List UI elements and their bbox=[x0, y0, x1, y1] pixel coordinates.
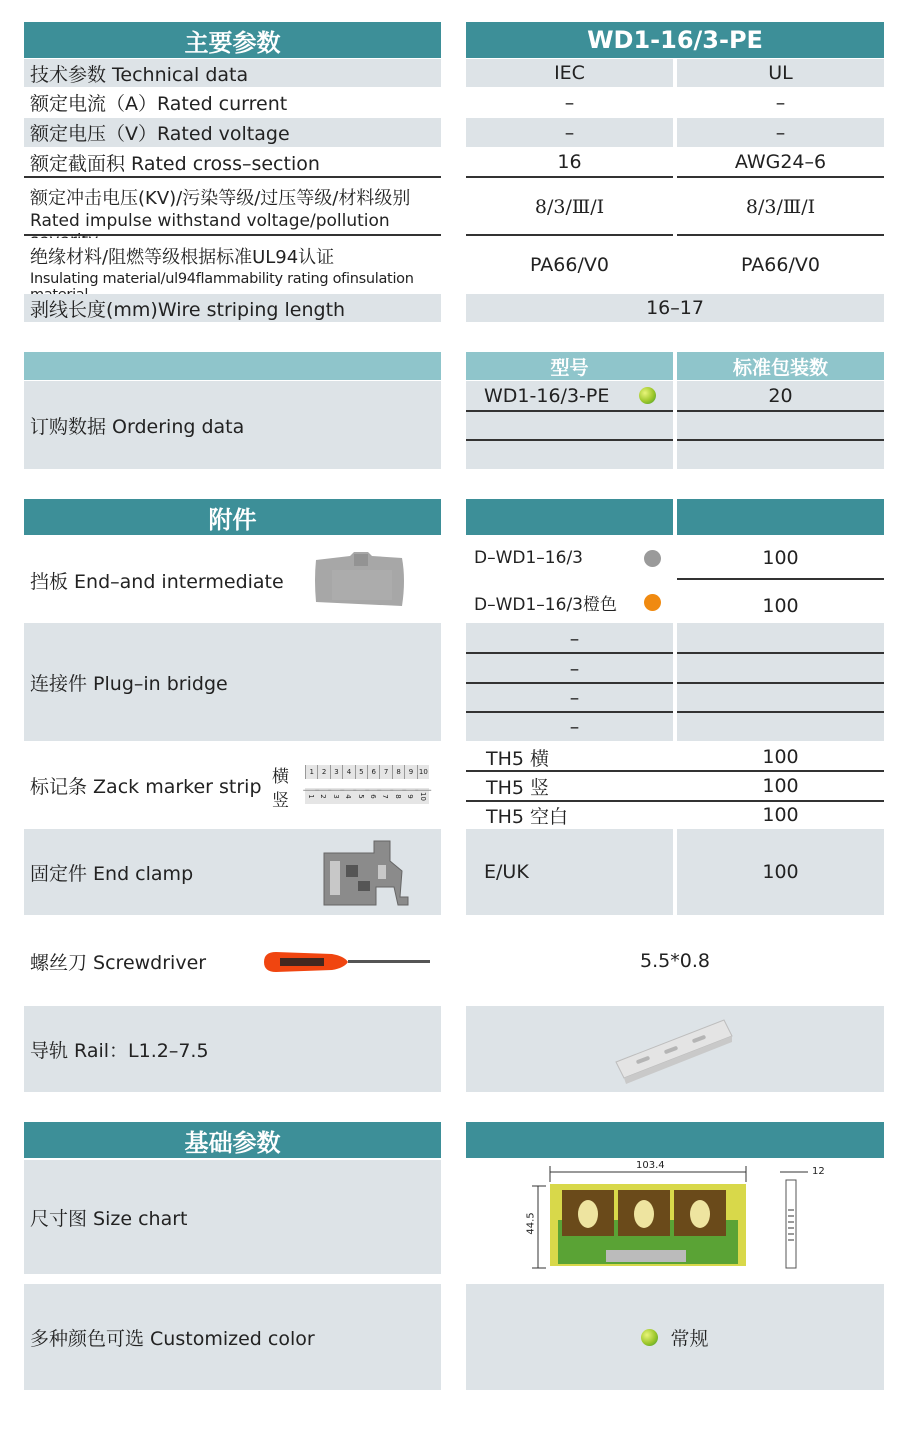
ordering-empty-cell bbox=[677, 441, 884, 469]
accessories-pack-header bbox=[677, 499, 884, 535]
marker-th5-blank-pack: 100 bbox=[677, 802, 884, 828]
impulse-voltage-ul: 8/3/Ⅲ/Ⅰ bbox=[677, 180, 884, 234]
plug-bridge-item: – bbox=[569, 716, 580, 738]
gray-color-dot bbox=[644, 550, 661, 567]
end-plate-item-orange bbox=[466, 582, 673, 622]
rated-voltage-ul: – bbox=[677, 118, 884, 147]
screwdriver-image bbox=[262, 948, 432, 976]
marker-number: 1 bbox=[303, 790, 319, 802]
end-plate-image bbox=[312, 550, 408, 608]
marker-strip-vertical-image bbox=[305, 788, 429, 804]
main-params-header: 主要参数 bbox=[24, 22, 441, 58]
marker-number: 6 bbox=[367, 765, 379, 779]
ordering-empty-cell bbox=[466, 412, 673, 439]
end-plate-label: 挡板 End–and intermediate bbox=[24, 537, 304, 623]
marker-th5-blank: TH5 空白 bbox=[486, 802, 673, 828]
row-rated-current-label: 额定电流（A）Rated current bbox=[24, 88, 441, 117]
marker-number: 10 bbox=[415, 790, 431, 802]
marker-number: 2 bbox=[317, 765, 329, 779]
size-chart-label: 尺寸图 Size chart bbox=[24, 1160, 441, 1274]
marker-number: 5 bbox=[355, 765, 367, 779]
marker-th5-h: TH5 横 bbox=[486, 744, 673, 770]
basic-params-header: 基础参数 bbox=[24, 1122, 441, 1158]
accessories-header: 附件 bbox=[24, 499, 441, 535]
insulating-ul: PA66/V0 bbox=[677, 238, 884, 292]
marker-number: 4 bbox=[340, 790, 356, 802]
custom-color-value: 常规 bbox=[670, 1327, 709, 1350]
accessories-model-header bbox=[466, 499, 673, 535]
end-clamp-label: 固定件 End clamp bbox=[24, 829, 441, 915]
screwdriver-value: 5.5*0.8 bbox=[466, 918, 884, 1004]
marker-number: 4 bbox=[342, 765, 354, 779]
marker-number: 3 bbox=[330, 765, 342, 779]
iec-header: IEC bbox=[466, 59, 673, 87]
marker-number: 6 bbox=[365, 790, 381, 802]
basic-right-header bbox=[466, 1122, 884, 1158]
col-pack-header: 标准包装数 bbox=[677, 352, 884, 380]
plug-bridge-label: 连接件 Plug–in bridge bbox=[24, 623, 441, 741]
size-depth-label: 12 bbox=[812, 1166, 825, 1177]
marker-number: 9 bbox=[402, 790, 418, 802]
product-title-header: WD1-16/3-PE bbox=[466, 22, 884, 58]
ul-header: UL bbox=[677, 59, 884, 87]
end-clamp-image bbox=[318, 835, 414, 911]
marker-number: 1 bbox=[305, 765, 317, 779]
plug-bridge-item: – bbox=[569, 658, 580, 680]
rated-voltage-iec: – bbox=[466, 118, 673, 147]
rated-current-iec: – bbox=[466, 88, 673, 117]
end-plate-item-gray bbox=[466, 537, 673, 579]
insulating-iec: PA66/V0 bbox=[466, 238, 673, 292]
rail-image bbox=[612, 1014, 736, 1086]
ordering-left-header bbox=[24, 352, 441, 380]
screwdriver-label: 螺丝刀 Screwdriver bbox=[24, 918, 264, 1004]
marker-strip-label: 标记条 Zack marker strip bbox=[24, 743, 269, 827]
marker-strip-horizontal-image bbox=[305, 765, 429, 779]
wire-striping-value: 16–17 bbox=[466, 294, 884, 322]
size-chart-cell bbox=[466, 1160, 884, 1274]
row-rated-voltage-label: 额定电压（V）Rated voltage bbox=[24, 118, 441, 147]
ordering-pack: 20 bbox=[677, 381, 884, 410]
insulating-label-cn: 绝缘材料/阻燃等级根据标准UL94认证 bbox=[30, 247, 335, 268]
impulse-voltage-label-cn: 额定冲击电压(KV)/污染等级/过压等级/材料级别 bbox=[30, 188, 411, 209]
orange-color-dot bbox=[644, 594, 661, 611]
marker-number: 10 bbox=[417, 765, 429, 779]
end-clamp-model: E/UK bbox=[466, 829, 673, 915]
insulating-label-en: Insulating material/ul94flammability rating ofinsulation bbox=[30, 271, 414, 287]
plug-bridge-item: – bbox=[569, 687, 580, 709]
marker-horizontal-label: 横 bbox=[272, 767, 289, 787]
green-yellow-color-dot bbox=[639, 387, 656, 404]
marker-number: 7 bbox=[378, 790, 394, 802]
ordering-empty-cell bbox=[466, 441, 673, 469]
marker-number: 3 bbox=[328, 790, 344, 802]
plug-bridge-item: – bbox=[569, 628, 580, 650]
marker-vertical-label: 竖 bbox=[272, 791, 289, 811]
marker-number: 9 bbox=[404, 765, 416, 779]
impulse-voltage-label-en: Rated impulse withstand voltage/pollution bbox=[30, 211, 390, 231]
size-height-label: 44.5 bbox=[525, 1212, 537, 1235]
custom-color-label: 多种颜色可选 Customized color bbox=[24, 1284, 441, 1390]
row-wire-striping-label: 剥线长度(mm)Wire striping length bbox=[24, 294, 441, 322]
ordering-model: WD1-16/3-PE bbox=[484, 384, 610, 407]
cross-section-iec: 16 bbox=[466, 148, 673, 176]
size-width-label: 103.4 bbox=[636, 1160, 665, 1171]
row-insulating-material-label bbox=[24, 238, 441, 292]
rated-current-ul: – bbox=[677, 88, 884, 117]
cross-section-ul: AWG24–6 bbox=[677, 148, 884, 176]
end-plate-orange-pack: 100 bbox=[677, 586, 884, 626]
rail-label: 导轨 Rail：L1.2–7.5 bbox=[24, 1006, 441, 1092]
end-clamp-pack: 100 bbox=[677, 829, 884, 915]
end-plate-gray-pack: 100 bbox=[677, 537, 884, 579]
row-technical-data-label: 技术参数 Technical data bbox=[24, 59, 441, 87]
marker-th5-h-pack: 100 bbox=[677, 744, 884, 770]
end-plate-orange-model: D–WD1–16/3橙色 bbox=[474, 594, 617, 615]
marker-number: 7 bbox=[379, 765, 391, 779]
ordering-empty-cell bbox=[677, 412, 884, 439]
custom-color-cell bbox=[466, 1284, 884, 1390]
ordering-data-label: 订购数据 Ordering data bbox=[24, 381, 441, 469]
impulse-voltage-iec: 8/3/Ⅲ/Ⅰ bbox=[466, 180, 673, 234]
ordering-model-cell bbox=[466, 381, 673, 410]
marker-number: 8 bbox=[392, 765, 404, 779]
row-impulse-voltage-label bbox=[24, 180, 441, 234]
marker-number: 8 bbox=[390, 790, 406, 802]
green-yellow-color-dot bbox=[641, 1329, 658, 1346]
col-model-header: 型号 bbox=[466, 352, 673, 380]
marker-number: 2 bbox=[316, 790, 332, 802]
marker-number: 5 bbox=[353, 790, 369, 802]
end-plate-gray-model: D–WD1–16/3 bbox=[474, 548, 583, 568]
row-cross-section-label: 额定截面积 Rated cross–section bbox=[24, 148, 441, 176]
marker-th5-v: TH5 竖 bbox=[486, 773, 673, 799]
marker-th5-v-pack: 100 bbox=[677, 773, 884, 799]
